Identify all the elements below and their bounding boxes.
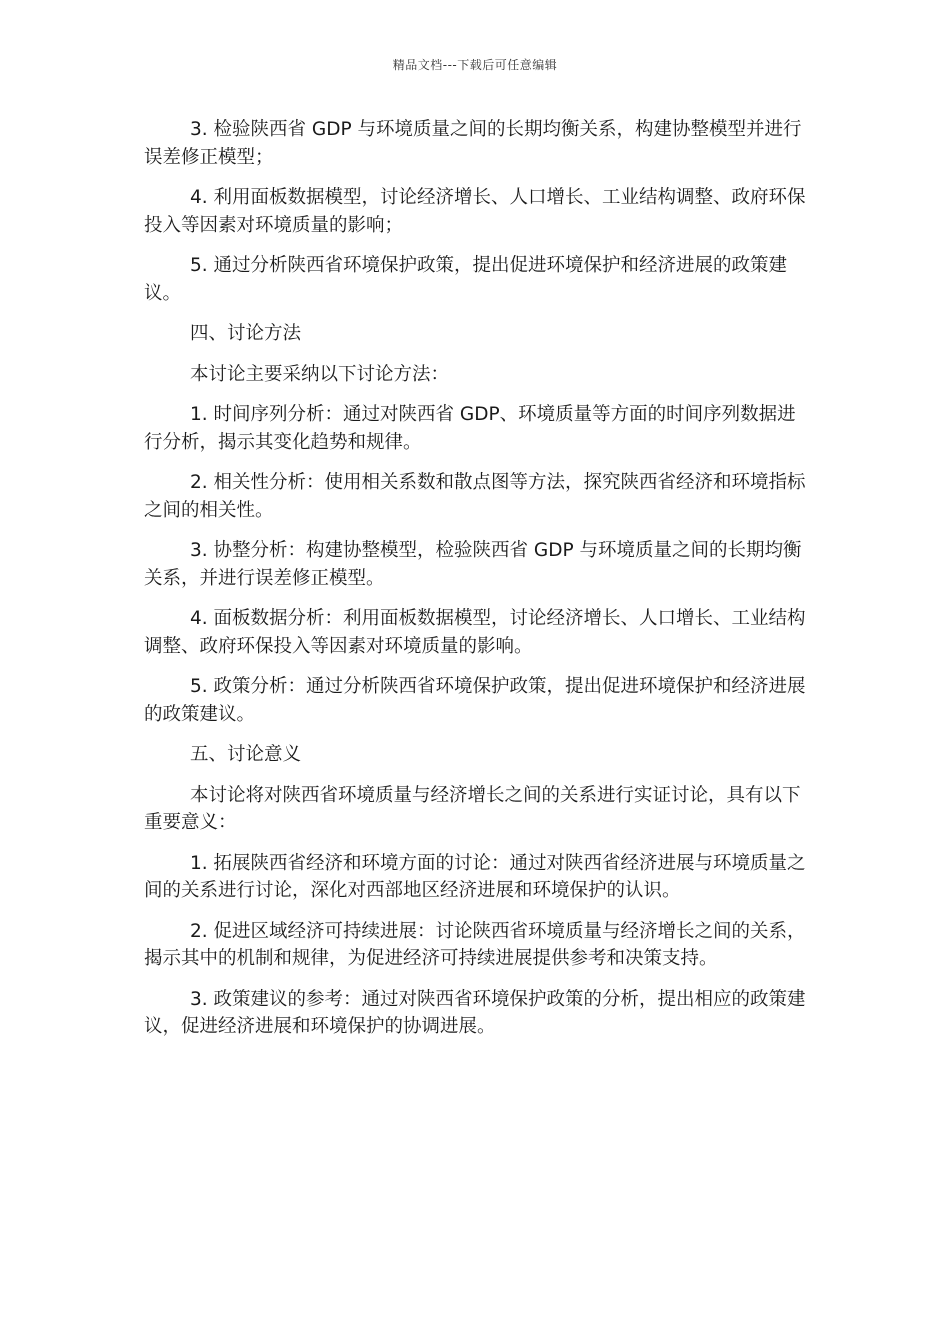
list-item: 2. 促进区域经济可持续进展：讨论陕西省环境质量与经济增长之间的关系，揭示其中的机制和规律，为促进经济可持续进展提供参考和决策支持。 [144, 920, 806, 969]
list-item: 3. 协整分析：构建协整模型，检验陕西省 GDP 与环境质量之间的长期均衡关系，并进行误差修正模型。 [144, 540, 802, 589]
paragraph: 5. 通过分析陕西省环境保护政策，提出促进环境保护和经济进展的政策建议。 [144, 255, 788, 304]
list-item: 1. 拓展陕西省经济和环境方面的讨论：通过对陕西省经济进展与环境质量之间的关系进行讨论，深化对西部地区经济进展和环境保护的认识。 [144, 852, 806, 901]
list-item: 4. 面板数据分析：利用面板数据模型，讨论经济增长、人口增长、工业结构调整、政府环保投入等因素对环境质量的影响。 [144, 608, 806, 657]
section-heading: 五、讨论意义 [190, 744, 302, 765]
page-header: 精品文档---下载后可任意编辑 [392, 58, 558, 72]
paragraph: 本讨论主要采纳以下讨论方法： [190, 363, 450, 385]
paragraph: 3. 检验陕西省 GDP 与环境质量之间的长期均衡关系，构建协整模型并进行误差修正模型； [144, 119, 802, 168]
document-body [144, 116, 806, 1054]
list-item: 5. 政策分析：通过分析陕西省环境保护政策，提出促进环境保护和经济进展的政策建议。 [144, 676, 806, 725]
paragraph: 本讨论将对陕西省环境质量与经济增长之间的关系进行实证讨论，具有以下重要意义： [144, 784, 801, 833]
list-item: 3. 政策建议的参考：通过对陕西省环境保护政策的分析，提出相应的政策建议，促进经济进展和环境保护的协调进展。 [144, 988, 806, 1037]
list-item: 2. 相关性分析：使用相关系数和散点图等方法，探究陕西省经济和环境指标之间的相关性。 [144, 472, 806, 521]
list-item: 1. 时间序列分析：通过对陕西省 GDP、环境质量等方面的时间序列数据进行分析，揭示其变化趋势和规律。 [144, 404, 796, 453]
paragraph: 4. 利用面板数据模型，讨论经济增长、人口增长、工业结构调整、政府环保投入等因素对环境质量的影响； [144, 187, 806, 236]
section-heading: 四、讨论方法 [190, 323, 302, 344]
